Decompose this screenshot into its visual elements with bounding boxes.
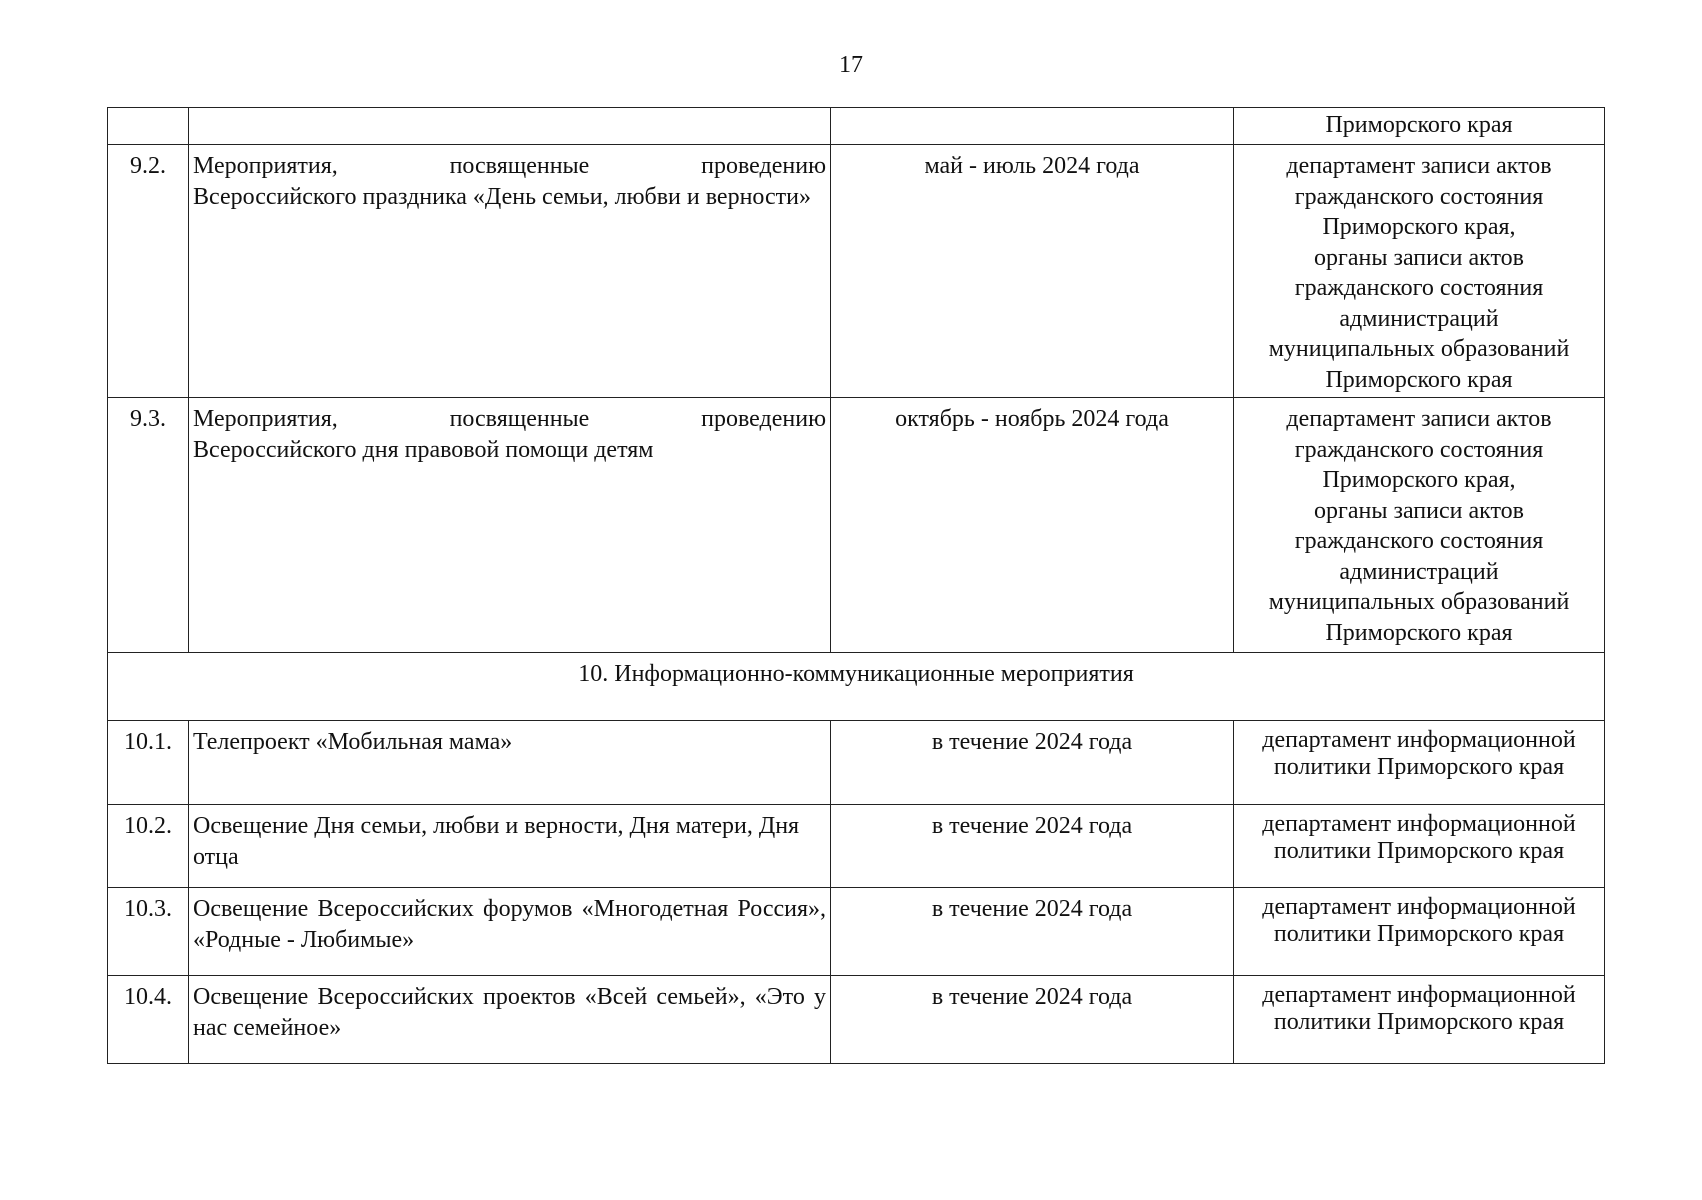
- section-title: 10. Информационно-коммуникационные мероприятия: [108, 653, 1605, 721]
- responsible-cell: [1234, 145, 1605, 398]
- event-cell: [189, 145, 831, 398]
- table-row: [108, 721, 1605, 805]
- row-number: 10.2.: [108, 805, 189, 888]
- responsible-line: администраций: [1339, 305, 1499, 332]
- date-cell: в течение 2024 года: [831, 888, 1234, 976]
- event-text: Всероссийского праздника «День семьи, любви и верности»: [193, 183, 812, 210]
- responsible-line: гражданского состояния: [1294, 275, 1544, 301]
- responsible-line: Приморского края: [1325, 619, 1513, 646]
- responsible-line: Приморского края: [1325, 366, 1513, 393]
- responsible-cell: [1234, 721, 1605, 805]
- row-number: 10.4.: [108, 976, 189, 1064]
- responsible-line: органы записи актов: [1314, 497, 1524, 524]
- date-cell: в течение 2024 года: [831, 805, 1234, 888]
- responsible-line: департамент записи актов: [1286, 406, 1552, 432]
- responsible-line: департамент информационной: [1262, 894, 1576, 920]
- date-cell: май - июль 2024 года: [831, 145, 1234, 398]
- row-number: [108, 108, 189, 145]
- responsible-line: политики Приморского края: [1273, 754, 1565, 780]
- responsible-line: политики Приморского края: [1273, 921, 1565, 947]
- event-text-line: Мероприятия, посвященные проведению: [193, 406, 826, 432]
- responsible-line: департамент информационной: [1262, 811, 1576, 837]
- row-number: 10.1.: [108, 721, 189, 805]
- row-number: 10.3.: [108, 888, 189, 976]
- row-number: 9.2.: [108, 145, 189, 398]
- row-number: 9.3.: [108, 398, 189, 653]
- table-row: [108, 145, 1605, 398]
- event-cell: [189, 108, 831, 145]
- table-row: [108, 398, 1605, 653]
- table-row: [108, 805, 1605, 888]
- event-cell: Освещение Дня семьи, любви и верности, Дня матери, Дня отца: [189, 805, 831, 888]
- responsible-cell: [1234, 108, 1605, 145]
- date-cell: [831, 108, 1234, 145]
- date-cell: в течение 2024 года: [831, 976, 1234, 1064]
- responsible-line: департамент информационной: [1262, 982, 1576, 1008]
- activity-plan-table: [107, 107, 1605, 1064]
- event-text: Всероссийского дня правовой помощи детям: [193, 436, 654, 463]
- responsible-cell: [1234, 805, 1605, 888]
- section-header-row: [108, 653, 1605, 721]
- event-cell: Телепроект «Мобильная мама»: [189, 721, 831, 805]
- responsible-cell: [1234, 398, 1605, 653]
- responsible-line: департамент информационной: [1262, 727, 1576, 753]
- responsible-line: муниципальных образований: [1268, 336, 1570, 362]
- event-cell: Освещение Всероссийских проектов «Всей семьей», «Это у нас семейное»: [189, 976, 831, 1064]
- responsible-line: политики Приморского края: [1273, 1009, 1565, 1035]
- responsible-line: гражданского состояния: [1294, 528, 1544, 554]
- responsible-line: органы записи актов: [1314, 244, 1524, 271]
- responsible-line: Приморского края,: [1322, 214, 1516, 240]
- responsible-line: Приморского края,: [1322, 467, 1516, 493]
- date-cell: в течение 2024 года: [831, 721, 1234, 805]
- event-text-line: Мероприятия, посвященные проведению: [193, 153, 826, 179]
- date-cell: октябрь - ноябрь 2024 года: [831, 398, 1234, 653]
- table-row: [108, 108, 1605, 145]
- responsible-line: департамент записи актов: [1286, 153, 1552, 179]
- responsible-cell: [1234, 976, 1605, 1064]
- responsible-line: Приморского края: [1325, 112, 1513, 138]
- responsible-line: политики Приморского края: [1273, 838, 1565, 864]
- table-row: [108, 888, 1605, 976]
- page-number: 17: [839, 52, 863, 78]
- responsible-cell: [1234, 888, 1605, 976]
- event-cell: [189, 398, 831, 653]
- responsible-line: гражданского состояния: [1294, 183, 1544, 210]
- responsible-line: администраций: [1339, 558, 1499, 585]
- table-row: [108, 976, 1605, 1064]
- event-cell: Освещение Всероссийских форумов «Многодетная Россия», «Родные - Любимые»: [189, 888, 831, 976]
- responsible-line: муниципальных образований: [1268, 589, 1570, 615]
- responsible-line: гражданского состояния: [1294, 436, 1544, 463]
